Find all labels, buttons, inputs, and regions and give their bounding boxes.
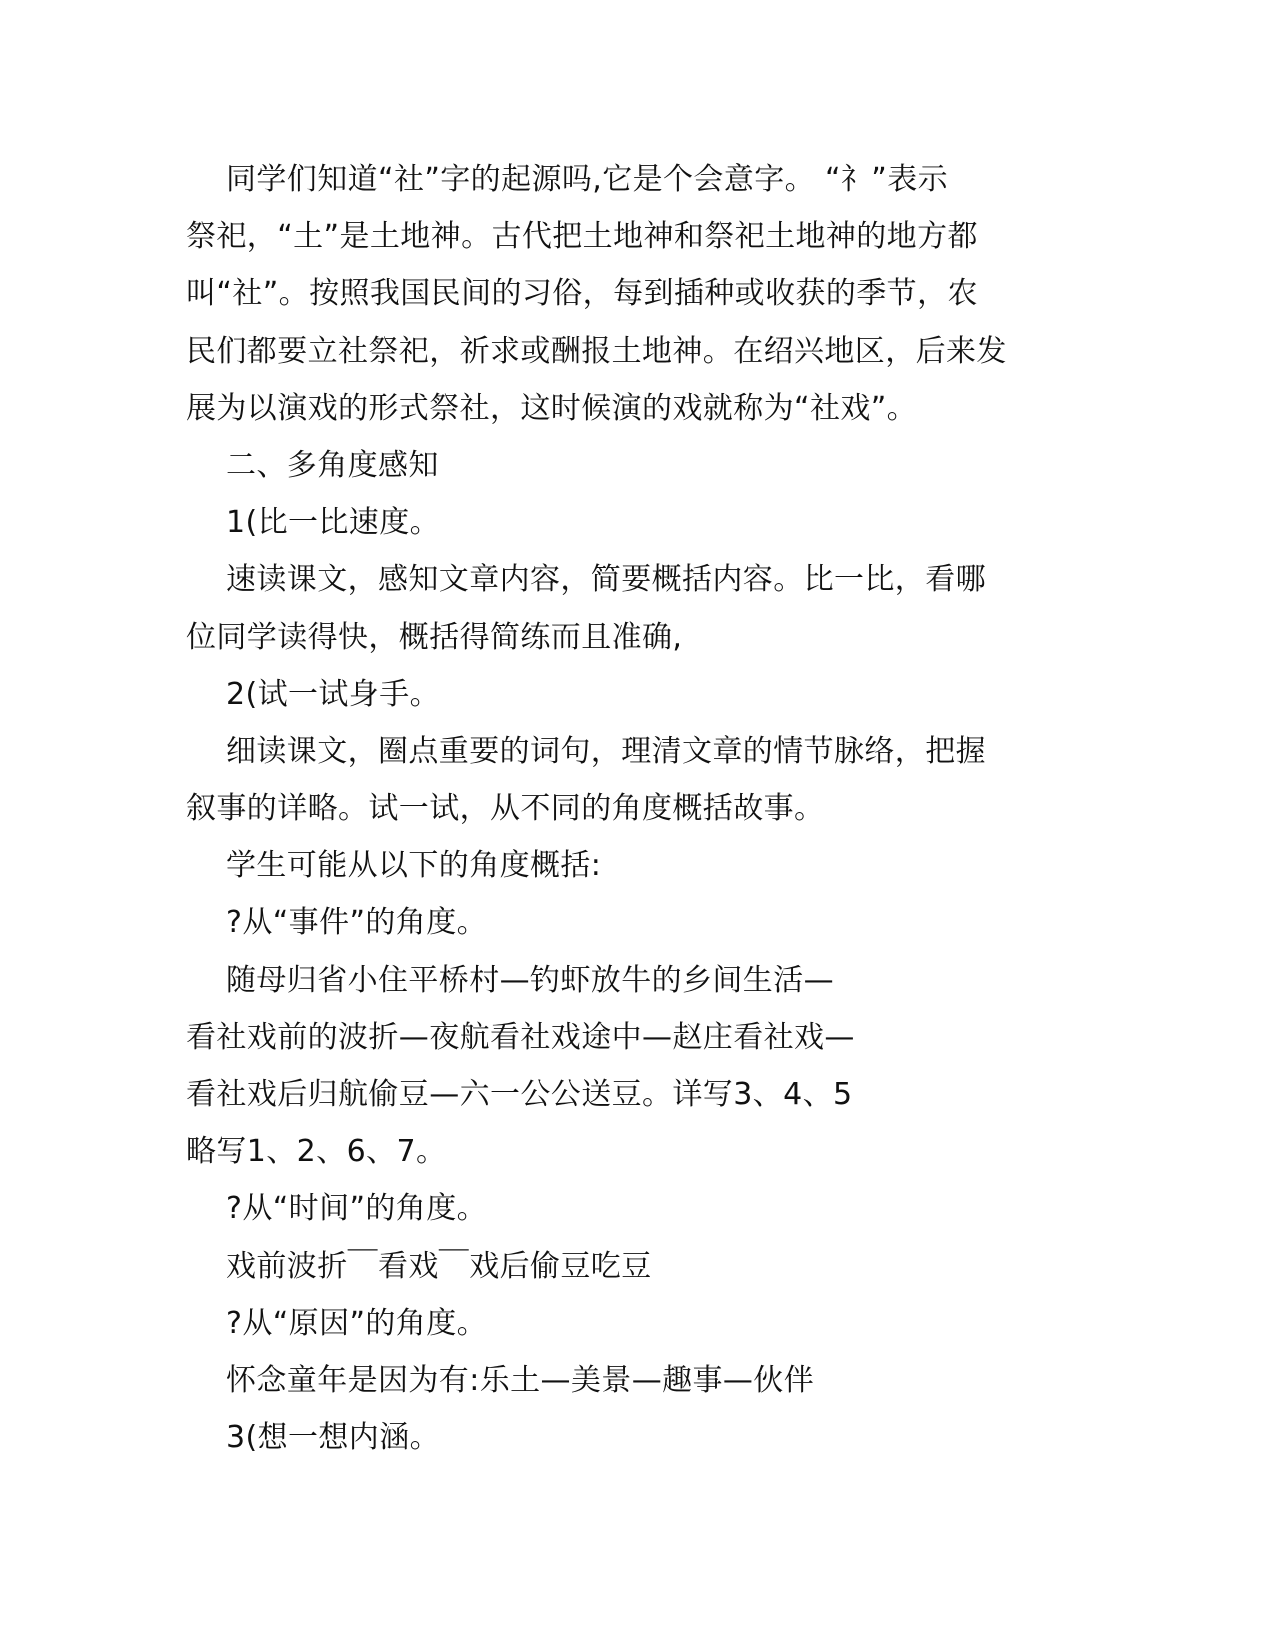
text-line: 3(想一想内涵。 bbox=[226, 1420, 440, 1456]
text-line: 祭祀，“土”是土地神。古代把土地神和祭祀土地神的地方都 bbox=[186, 219, 978, 255]
text-line: 2(试一试身手。 bbox=[226, 676, 440, 712]
text-line: 民们都要立社祭祀，祈求或酬报土地神。在绍兴地区，后来发 bbox=[186, 333, 1007, 369]
text-line: 学生可能从以下的角度概括: bbox=[226, 848, 602, 884]
text-line: 速读课文，感知文章内容，简要概括内容。比一比，看哪 bbox=[226, 562, 986, 598]
text-line: 略写1、2、6、7。 bbox=[186, 1134, 447, 1170]
text-line: 叫“社”。按照我国民间的习俗，每到插种或收获的季节，农 bbox=[186, 276, 978, 312]
text-line: ?从“事件”的角度。 bbox=[226, 905, 488, 941]
text-line: 位同学读得快，概括得简练而且准确, bbox=[186, 619, 683, 655]
document-body bbox=[186, 151, 1086, 1466]
text-line: 戏前波折￣看戏￣戏后偷豆吃豆 bbox=[226, 1248, 652, 1284]
text-line: 叙事的详略。试一试，从不同的角度概括故事。 bbox=[186, 791, 825, 827]
text-line: 看社戏后归航偷豆—六一公公送豆。详写3、4、5 bbox=[186, 1077, 853, 1112]
text-line: 看社戏前的波折—夜航看社戏途中—赵庄看社戏— bbox=[186, 1019, 855, 1055]
text-line: 同学们知道“社”字的起源吗,它是个会意字。 “礻”表示 bbox=[226, 162, 949, 197]
text-line: 展为以演戏的形式祭社，这时候演的戏就称为“社戏”。 bbox=[186, 390, 918, 426]
text-line: 1(比一比速度。 bbox=[226, 505, 440, 541]
text-line: ?从“时间”的角度。 bbox=[226, 1191, 488, 1227]
text-line: ?从“原因”的角度。 bbox=[226, 1305, 488, 1341]
text-line: 细读课文，圈点重要的词句，理清文章的情节脉络，把握 bbox=[226, 733, 986, 769]
text-line: 二、多角度感知 bbox=[226, 447, 439, 483]
text-line: 随母归省小住平桥村—钓虾放牛的乡间生活— bbox=[226, 962, 834, 998]
text-line: 怀念童年是因为有:乐土—美景—趣事—伙伴 bbox=[226, 1362, 815, 1398]
